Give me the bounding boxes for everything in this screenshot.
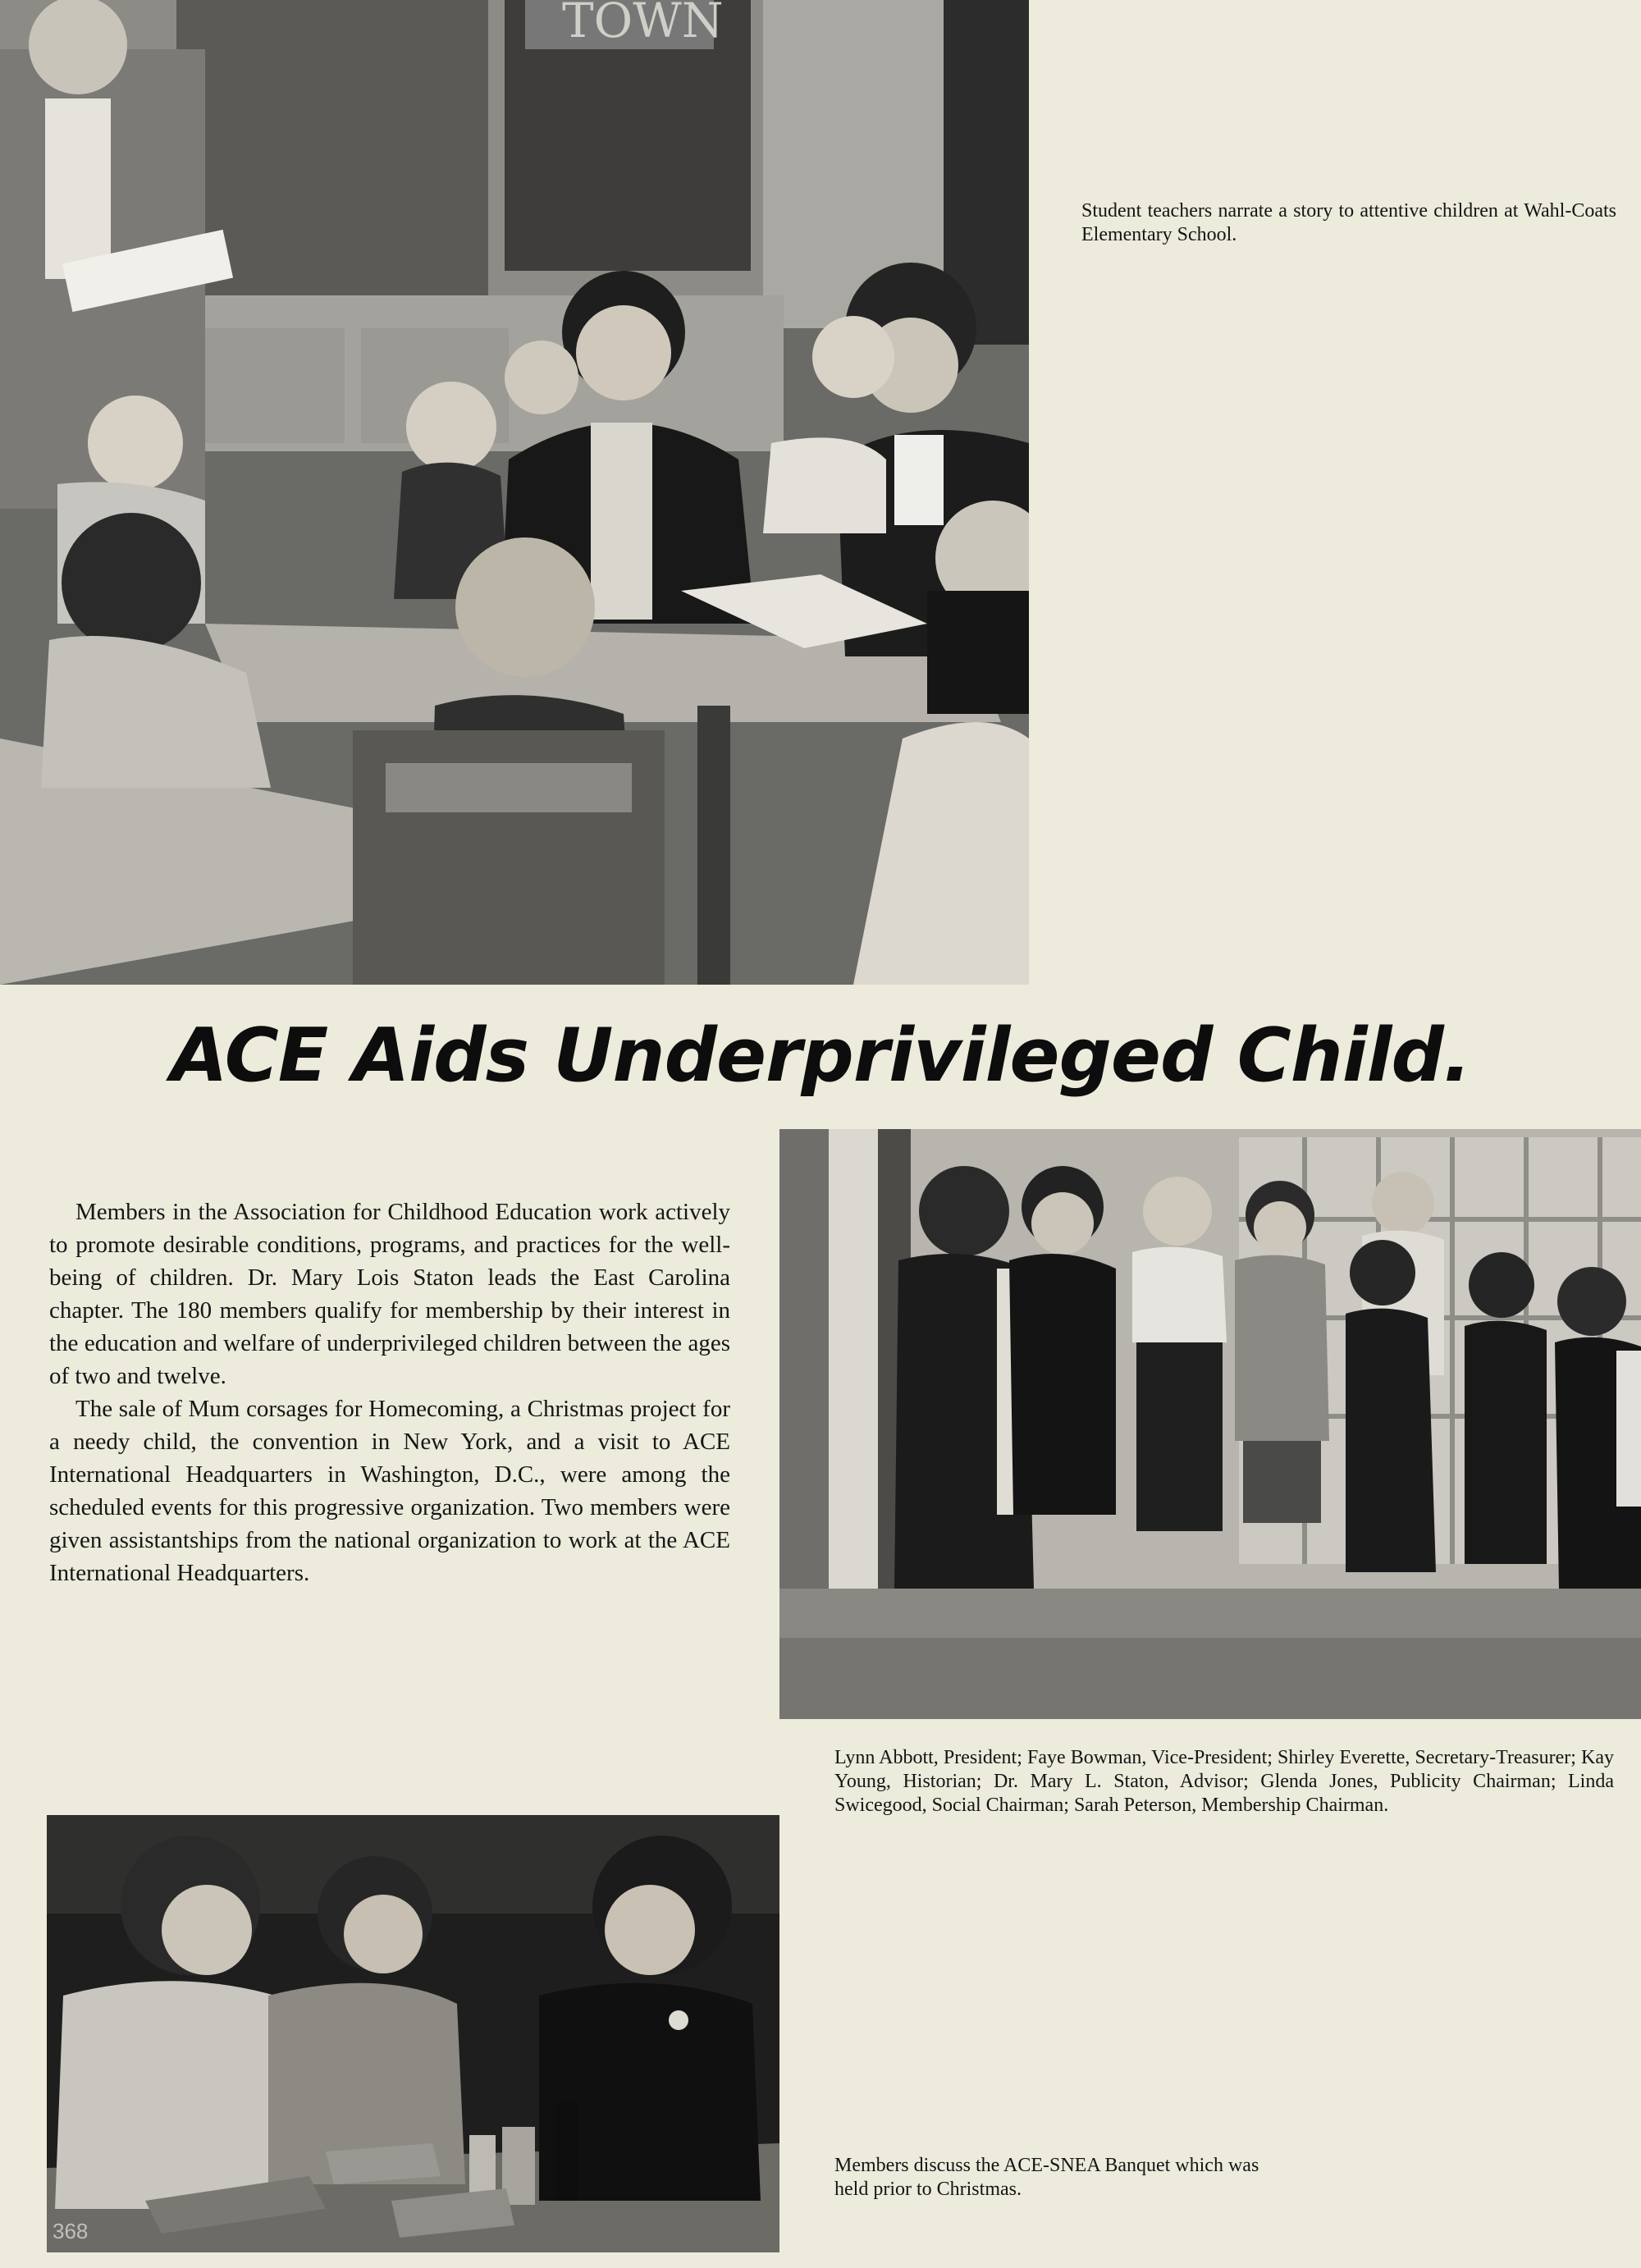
officers-photo — [779, 1129, 1641, 1719]
page-headline: ACE Aids Underprivileged Child. — [170, 1013, 1471, 1099]
classroom-photo-caption: Student teachers narrate a story to attentive children at Wahl-Coats Elementary School. — [1081, 200, 1616, 245]
town-sign-text: TOWN — [562, 0, 724, 48]
officers-photo-caption: Lynn Abbott, President; Faye Bowman, Vice-President; Shirley Everette, Secretary-Treasurer; Kay Young, Historian; Dr. Mary L. Staton, Advisor; Glenda Jones, Publicity Chairman; Linda Swicegood, Social Chairman; Sarah Peterson, Membership Chairman. — [834, 1747, 1614, 1816]
banquet-photo — [47, 1815, 779, 2252]
banquet-photo-caption: Members discuss the ACE-SNEA Banquet which was held prior to Christmas. — [834, 2155, 1259, 2200]
banquet-photo-art — [47, 1815, 779, 2252]
classroom-photo — [0, 0, 1029, 985]
officers-photo-art — [779, 1129, 1641, 1719]
article-paragraph-2: The sale of Mum corsages for Homecoming, a Christmas project for a needy child, the convention in New York, and a visit to ACE International Headquarters in Washington, D.C., were among the scheduled events for this progressive organization. Two members were given assistantships from the national organization to work at the ACE International Headquarters. — [49, 1396, 730, 1586]
classroom-photo-art — [0, 0, 1029, 985]
article-paragraph-1: Members in the Association for Childhood Education work actively to promote desirable conditions, programs, and practices for the well-being of children. Dr. Mary Lois Staton leads the East Carolina chapter. The 180 members qualify for membership by their interest in the education and welfare of underprivileged children between the ages of two and twelve. — [49, 1199, 730, 1389]
article-body — [49, 1196, 730, 1589]
page-number: 368 — [53, 2219, 89, 2243]
